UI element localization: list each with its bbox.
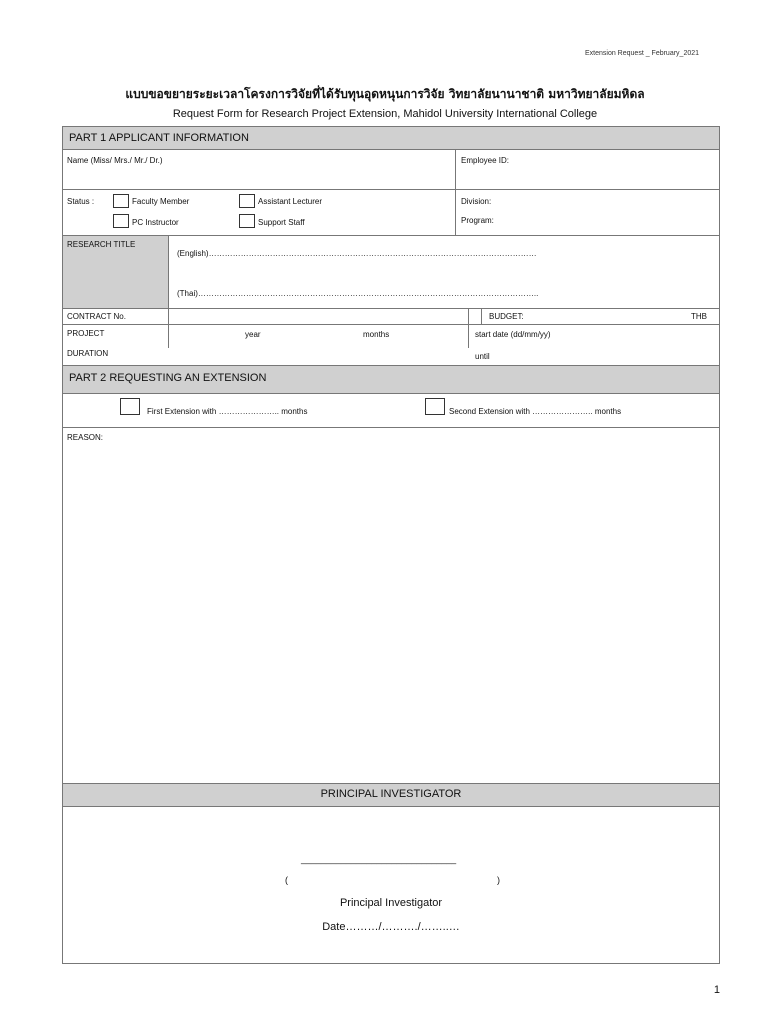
program-label: Program:	[461, 216, 494, 225]
thai-title-line[interactable]: (Thai)………………………………………………………………………………………………………………..	[177, 289, 539, 298]
first-extension-label: First Extension with ………………….. months	[147, 407, 308, 416]
english-title-line[interactable]: (English)……………………………………………………………………………………………………………	[177, 249, 537, 258]
first-extension-checkbox[interactable]	[120, 398, 140, 415]
faculty-member-checkbox[interactable]	[113, 194, 129, 208]
faculty-member-label: Faculty Member	[132, 197, 190, 206]
name-paren-open: (	[285, 875, 288, 885]
extension-form	[62, 126, 720, 964]
second-extension-label: Second Extension with ………………….. months	[449, 407, 622, 416]
pi-date-label: Date………/………./……..…	[322, 921, 460, 933]
pc-instructor-checkbox[interactable]	[113, 214, 129, 228]
year-label: year	[245, 330, 261, 339]
assistant-lecturer-label: Assistant Lecturer	[258, 197, 323, 206]
duration-label-line2: DURATION	[67, 349, 109, 358]
reason-label: REASON:	[67, 433, 104, 442]
start-date-label: start date (dd/mm/yy)	[475, 330, 551, 339]
header-note: Extension Request _ February_2021	[585, 50, 700, 57]
assistant-lecturer-checkbox[interactable]	[239, 194, 255, 208]
contract-label: CONTRACT No.	[67, 312, 126, 321]
name-paren-close: )	[497, 875, 500, 885]
support-staff-label: Support Staff	[258, 218, 305, 227]
title-thai: แบบขอขยายระยะเวลาโครงการวิจัยที่ได้รับทุนอุดหนุนการวิจัย วิทยาลัยนานาชาติ มหาวิทยาลัยมหิดล	[125, 87, 645, 101]
pi-role-label: Principal Investigator	[339, 897, 443, 909]
pi-heading: PRINCIPAL INVESTIGATOR	[320, 788, 462, 800]
months-label: months	[363, 330, 390, 339]
signature-line[interactable]: _______________________________	[301, 854, 457, 864]
name-label: Name (Miss/ Mrs./ Mr./ Dr.)	[67, 156, 163, 165]
part2-heading: PART 2 REQUESTING AN EXTENSION	[69, 372, 267, 384]
page-number: 1	[713, 984, 720, 996]
reason-text-area[interactable]	[63, 443, 719, 781]
part1-heading: PART 1 APPLICANT INFORMATION	[69, 132, 249, 144]
employee-id-label: Employee ID:	[461, 156, 510, 165]
pc-instructor-label: PC Instructor	[132, 218, 179, 227]
budget-label: BUDGET:	[489, 312, 524, 321]
budget-unit: THB	[691, 312, 707, 321]
second-extension-checkbox[interactable]	[425, 398, 445, 415]
support-staff-checkbox[interactable]	[239, 214, 255, 228]
research-title-label: RESEARCH TITLE	[67, 240, 136, 249]
division-label: Division:	[461, 197, 492, 206]
status-label: Status :	[67, 197, 95, 206]
title-english: Request Form for Research Project Extension, Mahidol University International College	[172, 108, 598, 120]
until-label: until	[475, 352, 490, 361]
duration-label-line1: PROJECT	[67, 329, 105, 338]
